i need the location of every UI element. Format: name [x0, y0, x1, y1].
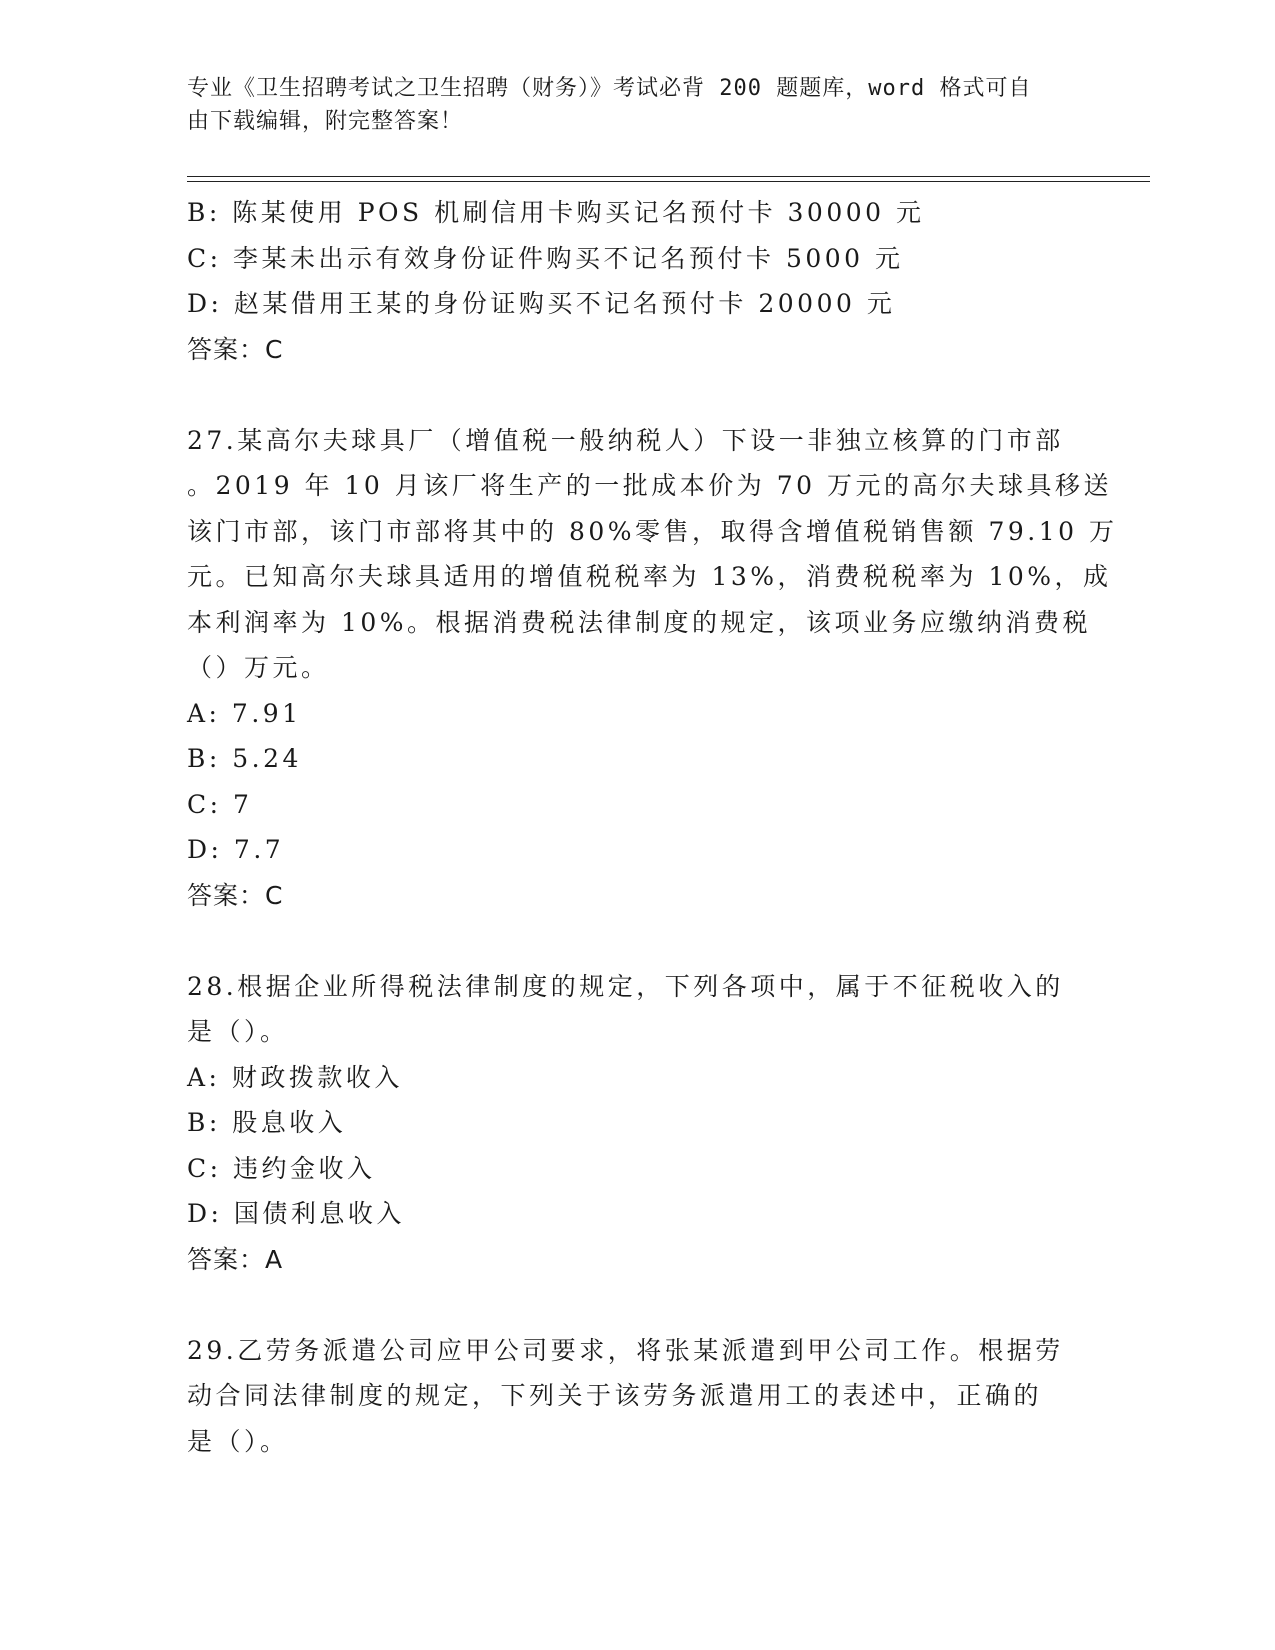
option-b: B: 5.24: [187, 744, 302, 773]
option-d: D: 国债利息收入: [187, 1199, 405, 1228]
question-29: [187, 1328, 1087, 1465]
document-body: [187, 190, 1118, 1464]
option-c: C: 违约金收入: [187, 1153, 376, 1183]
option-d: D: 赵某借用王某的身份证购买不记名预付卡 20000 元: [187, 289, 896, 318]
header-line-1: 专业《卫生招聘考试之卫生招聘（财务）》考试必背 200 题题库，word 格式可自: [187, 76, 1032, 101]
answer: 答案：C: [187, 334, 284, 364]
header-divider-top: [187, 176, 1150, 177]
question-text-line: 该门市部，该门市部将其中的 80%零售，取得含增值税销售额 79.10 万: [187, 516, 1118, 546]
question-26-continued: [187, 190, 1087, 372]
question-text-line: （）万元。: [187, 653, 330, 682]
option-a: A: 财政拨款收入: [187, 1062, 403, 1092]
header-line-2: 由下载编辑，附完整答案！: [187, 109, 464, 134]
option-b: B: 陈某使用 POS 机刷信用卡购买记名预付卡 30000 元: [187, 198, 925, 227]
question-text-line: 29.乙劳务派遣公司应甲公司要求，将张某派遣到甲公司工作。根据劳: [187, 1335, 1064, 1365]
option-b: B: 股息收入: [187, 1108, 347, 1137]
question-text-line: 元。已知高尔夫球具适用的增值税税率为 13%，消费税税率为 10%，成: [187, 562, 1112, 591]
question-text-line: 28.根据企业所得税法律制度的规定，下列各项中，属于不征税收入的: [187, 971, 1064, 1001]
question-27: [187, 418, 1118, 919]
option-c: C: 7: [187, 789, 253, 819]
spacer: [187, 918, 1087, 964]
document-header: [187, 72, 1067, 138]
answer: 答案：C: [187, 880, 284, 910]
question-28: [187, 964, 1087, 1283]
option-d: D: 7.7: [187, 835, 285, 864]
question-text-line: 27.某高尔夫球具厂（增值税一般纳税人）下设一非独立核算的门市部: [187, 425, 1064, 455]
option-a: A: 7.91: [187, 698, 302, 728]
answer: 答案：A: [187, 1244, 284, 1274]
question-text-line: 是（）。: [187, 1426, 289, 1456]
spacer: [187, 372, 1087, 418]
question-text-line: 本利润率为 10%。根据消费税法律制度的规定，该项业务应缴纳消费税: [187, 607, 1092, 637]
option-c: C: 李某未出示有效身份证件购买不记名预付卡 5000 元: [187, 243, 904, 273]
question-text-line: 是（）。: [187, 1017, 289, 1046]
spacer: [187, 1282, 1087, 1328]
question-text-line: 动合同法律制度的规定，下列关于该劳务派遣用工的表述中，正确的: [187, 1381, 1043, 1410]
question-text-line: 。2019 年 10 月该厂将生产的一批成本价为 70 万元的高尔夫球具移送: [187, 471, 1112, 500]
header-divider-bottom: [187, 181, 1150, 182]
